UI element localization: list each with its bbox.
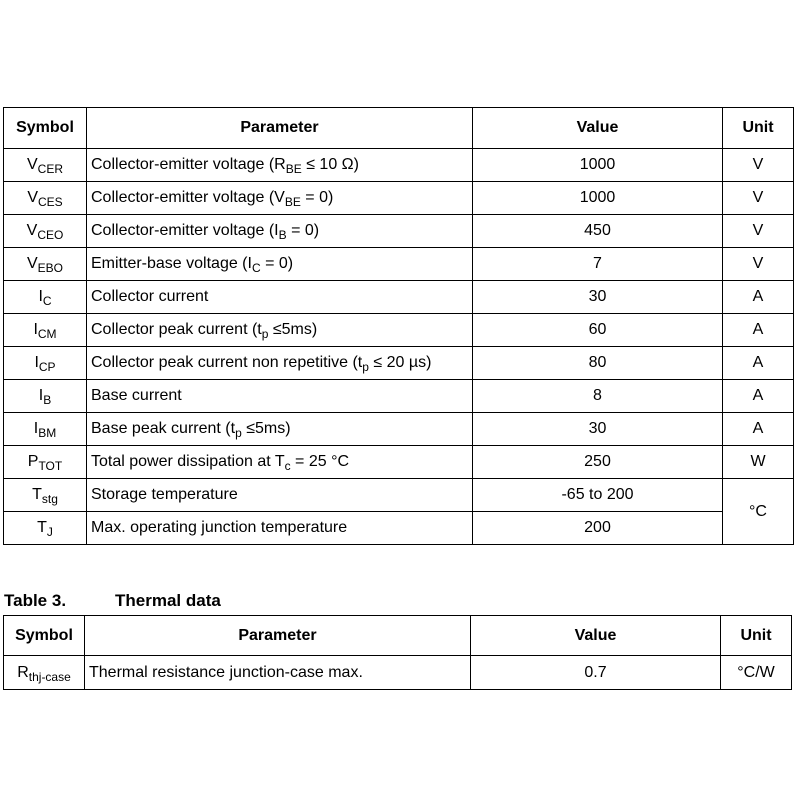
parameter-text-tail: = 25 °C <box>290 453 350 470</box>
table-row <box>4 413 794 446</box>
unit-cell: °C/W <box>721 656 792 690</box>
symbol-letter: I <box>38 387 44 404</box>
parameter-cell <box>87 380 473 413</box>
parameter-text: Collector-emitter voltage (I <box>91 222 279 239</box>
parameter-text-tail: ≤5ms) <box>241 420 291 437</box>
symbol-letter: V <box>27 189 38 206</box>
symbol-letter: V <box>26 156 38 173</box>
table-row <box>4 248 794 281</box>
absolute-maximum-ratings-table <box>3 107 794 545</box>
symbol-letter: P <box>27 453 39 470</box>
symbol-subscript: TOT <box>38 459 63 473</box>
table-row <box>4 512 794 545</box>
parameter-subscript: c <box>284 459 291 473</box>
parameter-subscript: B <box>278 228 287 242</box>
value-cell: -65 to 200 <box>473 479 723 512</box>
unit-cell: A <box>723 314 794 347</box>
unit-cell: A <box>723 380 794 413</box>
table-row <box>4 479 794 512</box>
table-title: Thermal data <box>115 591 221 610</box>
symbol-subscript: CM <box>37 327 57 341</box>
table-header-row <box>4 616 792 656</box>
symbol-cell <box>4 656 85 690</box>
parameter-cell <box>87 512 473 545</box>
symbol-cell <box>4 182 87 215</box>
parameter-cell <box>85 656 471 690</box>
parameter-subscript: BE <box>284 195 301 209</box>
parameter-cell <box>87 347 473 380</box>
value-cell: 0.7 <box>471 656 721 690</box>
unit-header: Unit <box>723 108 794 149</box>
table-row <box>4 281 794 314</box>
value-cell: 30 <box>473 281 723 314</box>
parameter-subscript: C <box>251 261 261 275</box>
value-cell: 250 <box>473 446 723 479</box>
parameter-cell <box>87 479 473 512</box>
symbol-cell <box>4 215 87 248</box>
value-cell: 1000 <box>473 149 723 182</box>
parameter-text: Base current <box>91 387 182 404</box>
symbol-cell <box>4 281 87 314</box>
table-row <box>4 314 794 347</box>
symbol-letter: T <box>32 486 42 503</box>
unit-header: Unit <box>721 616 792 656</box>
value-header: Value <box>471 616 721 656</box>
parameter-cell <box>87 215 473 248</box>
parameter-cell <box>87 149 473 182</box>
unit-cell: A <box>723 347 794 380</box>
parameter-text: Collector peak current (t <box>91 321 262 338</box>
parameter-text: Thermal resistance junction-case max. <box>89 663 363 681</box>
table-row <box>4 215 794 248</box>
symbol-subscript: BM <box>38 426 57 440</box>
parameter-cell <box>87 446 473 479</box>
symbol-subscript: thj-case <box>28 669 71 684</box>
value-cell: 60 <box>473 314 723 347</box>
value-cell: 1000 <box>473 182 723 215</box>
symbol-subscript: EBO <box>37 261 63 275</box>
parameter-text: Collector-emitter voltage (V <box>91 189 285 206</box>
table-row <box>4 182 794 215</box>
parameter-header: Parameter <box>87 108 473 149</box>
parameter-text-tail: ≤ 10 Ω) <box>301 156 359 173</box>
parameter-cell <box>87 248 473 281</box>
parameter-text: Storage temperature <box>91 486 238 503</box>
unit-cell: V <box>723 248 794 281</box>
table-row <box>4 149 794 182</box>
value-cell: 200 <box>473 512 723 545</box>
parameter-subscript: p <box>261 327 269 341</box>
symbol-header: Symbol <box>4 616 85 656</box>
table-3-caption <box>4 591 221 611</box>
symbol-subscript: C <box>42 294 52 308</box>
symbol-letter: I <box>34 354 39 371</box>
symbol-letter: I <box>33 420 39 437</box>
value-cell: 80 <box>473 347 723 380</box>
unit-cell: °C <box>723 479 794 545</box>
parameter-text: Emitter-base voltage (I <box>91 255 252 272</box>
symbol-subscript: B <box>43 393 52 407</box>
value-cell: 30 <box>473 413 723 446</box>
symbol-cell <box>4 446 87 479</box>
unit-cell: V <box>723 215 794 248</box>
table-number: Table 3. <box>4 591 67 610</box>
symbol-subscript: stg <box>41 492 58 506</box>
parameter-text: Total power dissipation at T <box>91 453 285 470</box>
parameter-text: Collector current <box>91 288 209 305</box>
parameter-subscript: p <box>235 426 242 440</box>
table-row <box>4 380 794 413</box>
parameter-text-tail: = 0) <box>260 255 294 272</box>
parameter-header: Parameter <box>85 616 471 656</box>
parameter-text-tail: = 0) <box>286 222 320 239</box>
symbol-letter: R <box>17 663 29 681</box>
parameter-cell <box>87 314 473 347</box>
symbol-letter: I <box>38 288 43 305</box>
symbol-subscript: CEO <box>37 228 64 242</box>
parameter-text: Collector-emitter voltage (R <box>91 156 286 173</box>
unit-cell: W <box>723 446 794 479</box>
symbol-subscript: CES <box>37 195 63 209</box>
parameter-cell <box>87 182 473 215</box>
table-header-row <box>4 108 794 149</box>
unit-cell: V <box>723 149 794 182</box>
symbol-cell <box>4 380 87 413</box>
symbol-letter: T <box>37 519 47 536</box>
value-cell: 8 <box>473 380 723 413</box>
parameter-text: Max. operating junction temperature <box>91 519 348 536</box>
symbol-letter: V <box>26 222 38 239</box>
parameter-cell <box>87 413 473 446</box>
symbol-header: Symbol <box>4 108 87 149</box>
symbol-letter: V <box>26 255 38 272</box>
symbol-cell <box>4 248 87 281</box>
symbol-subscript: CP <box>38 360 56 374</box>
table-row <box>4 656 792 690</box>
symbol-cell <box>4 149 87 182</box>
symbol-cell <box>4 512 87 545</box>
symbol-subscript: J <box>46 525 53 539</box>
unit-cell: A <box>723 413 794 446</box>
parameter-text-tail: ≤5ms) <box>268 321 318 338</box>
symbol-cell <box>4 347 87 380</box>
value-cell: 7 <box>473 248 723 281</box>
parameter-subscript: BE <box>285 162 302 176</box>
symbol-subscript: CER <box>37 162 63 176</box>
symbol-cell <box>4 314 87 347</box>
parameter-subscript: p <box>362 360 369 374</box>
table-row <box>4 347 794 380</box>
parameter-text: Base peak current (t <box>91 420 236 437</box>
symbol-cell <box>4 479 87 512</box>
value-cell: 450 <box>473 215 723 248</box>
unit-cell: V <box>723 182 794 215</box>
symbol-cell <box>4 413 87 446</box>
parameter-text-tail: ≤ 20 µs) <box>368 354 432 371</box>
unit-cell: A <box>723 281 794 314</box>
parameter-text: Collector peak current non repetitive (t <box>91 354 363 371</box>
parameter-text-tail: = 0) <box>300 189 334 206</box>
symbol-letter: I <box>33 321 38 338</box>
table-row <box>4 446 794 479</box>
parameter-cell <box>87 281 473 314</box>
thermal-data-table <box>3 615 792 690</box>
value-header: Value <box>473 108 723 149</box>
